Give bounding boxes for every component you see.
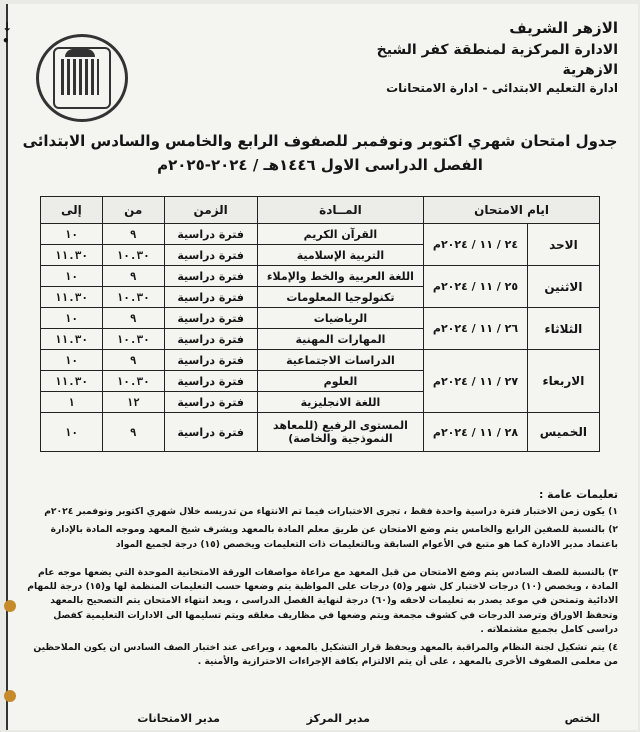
from-cell: ١٠.٣٠ [102,371,164,392]
binder-hole [4,600,16,612]
day-cell: الاربعاء [527,350,599,413]
header-line3: ادارة التعليم الابتدائى - ادارة الامتحانات [386,81,618,96]
signature-specialist: الختص [564,712,600,725]
date-cell: ٢٥ / ١١ / ٢٠٢٤م [424,266,528,308]
subject-cell: القرآن الكريم [257,224,423,245]
subject-cell: الدراسات الاجتماعية [257,350,423,371]
instruction-3: ٣) بالنسبة للصف السادس يتم وضع الامتحان من قبل المعهد مع مراعاة مواصفات الورقة الامتحانية الموحدة التي يضعها موجه عام المادة ، ويخصص (١٠) درجات لاختبار كل شهر و(٥) درجات على المواظبة يتم وضعها حسب التعليمات المنظمة لها و(١٥) درجة للمهام الادائية وتمتحن في موعد يصدر به تعليمات لاحقه و(٦٠) درجة لنهاية الفصل الدراسى ، وبعد انتهاء الامتحان يتم التصحيح بالمعهد وتحفظ الاوراق وترصد الدرجات في كشوف مجمعة ويتم وضعها في مظاريف مغلقه ويتم تسليمها الى الادارات التعليمية كفصل دراسى كامل بجميع مشتملاته . [27,566,618,635]
instruction-2: ٢) بالنسبة للصفين الرابع والخامس يتم وضع الامتحان عن طريق معلم المادة بالمعهد ويشرف شيخ المعهد وموجه المادة بالإدارة باعتماد مدير الادارة كما هو متبع في الأعوام السابقة وبالتعليمات ذات التعليمات ويخصص (١٥) درجة لجميع المواد [50,524,618,550]
from-cell: ٩ [102,413,164,452]
time-cell: فترة دراسية [164,287,257,308]
document-titles [0,132,640,174]
time-cell: فترة دراسية [164,350,257,371]
margin-mark: ↓ • [2,20,13,48]
header-from: من [102,197,164,224]
from-cell: ١٠.٣٠ [102,245,164,266]
to-cell: ١٠ [41,308,103,329]
to-cell: ١١.٣٠ [41,371,103,392]
to-cell: ١١.٣٠ [41,287,103,308]
to-cell: ١٠ [41,224,103,245]
signature-exams-director: مدير الامتحانات [137,712,220,725]
from-cell: ٩ [102,350,164,371]
table-row [41,266,600,287]
azhar-logo [36,34,128,122]
main-title: جدول امتحان شهري اكتوبر ونوفمبر للصفوف الرابع والخامس والسادس الابتدائى [22,132,618,150]
time-cell: فترة دراسية [164,371,257,392]
instruction-1: ١) يكون زمن الاختبار فترة دراسية واحدة فقط ، تجرى الاختبارات فيما تم الانتهاء من تدريسه خلال شهري اكتوبر ونوفمبر ٢٠٢٤م [44,506,618,518]
date-cell: ٢٨ / ١١ / ٢٠٢٤م [424,413,528,452]
from-cell: ١٢ [102,392,164,413]
subject-cell: المهارات المهنية [257,329,423,350]
time-cell: فترة دراسية [164,413,257,452]
table-row [41,308,600,329]
time-cell: فترة دراسية [164,308,257,329]
header-line1: الازهر الشريف [509,19,618,37]
to-cell: ١١.٣٠ [41,245,103,266]
to-cell: ١٠ [41,266,103,287]
to-cell: ١٠ [41,413,103,452]
subject-cell: المستوى الرفيع (للمعاهد النموذجية والخاصة) [257,413,423,452]
general-instructions [26,486,618,674]
header-line2: الادارة المركزية لمنطقة كفر الشيخ الازهرية [376,41,618,79]
time-cell: فترة دراسية [164,266,257,287]
subject-cell: العلوم [257,371,423,392]
day-cell: الثلاثاء [527,308,599,350]
to-cell: ١٠ [41,350,103,371]
from-cell: ٩ [102,266,164,287]
day-cell: الاحد [527,224,599,266]
to-cell: ١ [41,392,103,413]
time-cell: فترة دراسية [164,224,257,245]
table-header-row [41,197,600,224]
subject-cell: التربية الإسلامية [257,245,423,266]
subject-cell: تكنولوجيا المعلومات [257,287,423,308]
day-cell: الخميس [527,413,599,452]
to-cell: ١١.٣٠ [41,329,103,350]
header-days: ايام الامتحان [424,197,600,224]
table-row [41,224,600,245]
day-cell: الاثنين [527,266,599,308]
date-cell: ٢٦ / ١١ / ٢٠٢٤م [424,308,528,350]
date-cell: ٢٤ / ١١ / ٢٠٢٤م [424,224,528,266]
instruction-4: ٤) يتم تشكيل لجنة النظام والمراقبة بالمعهد ويحفظ قرار التشكيل بالمعهد ، ويراعى عند اختبار الصف السادس ان يكون الملاحظين من معلمى الصفوف الأخرى بالمعهد ، على أن يتم الالتزام بكافة الإجراءات الاحترازية والأمنية . [33,642,618,668]
from-cell: ١٠.٣٠ [102,287,164,308]
term-title: الفصل الدراسى الاول ١٤٤٦هـ / ٢٠٢٤-٢٠٢٥م [157,156,483,174]
time-cell: فترة دراسية [164,392,257,413]
time-cell: فترة دراسية [164,245,257,266]
signature-center-director: مدير المركز [306,712,370,725]
header-time: الزمن [164,197,257,224]
table-row [41,413,600,452]
exam-schedule-table [40,196,600,452]
document-header [318,18,618,98]
header-subject: المــادة [257,197,423,224]
date-cell: ٢٧ / ١١ / ٢٠٢٤م [424,350,528,413]
subject-cell: اللغة الانجليزية [257,392,423,413]
subject-cell: اللغة العربية والخط والإملاء [257,266,423,287]
from-cell: ٩ [102,308,164,329]
instructions-heading: تعليمات عامة : [538,488,618,501]
time-cell: فترة دراسية [164,329,257,350]
table-row [41,350,600,371]
subject-cell: الرياضيات [257,308,423,329]
header-to: إلى [41,197,103,224]
binder-hole [4,690,16,702]
from-cell: ١٠.٣٠ [102,329,164,350]
from-cell: ٩ [102,224,164,245]
